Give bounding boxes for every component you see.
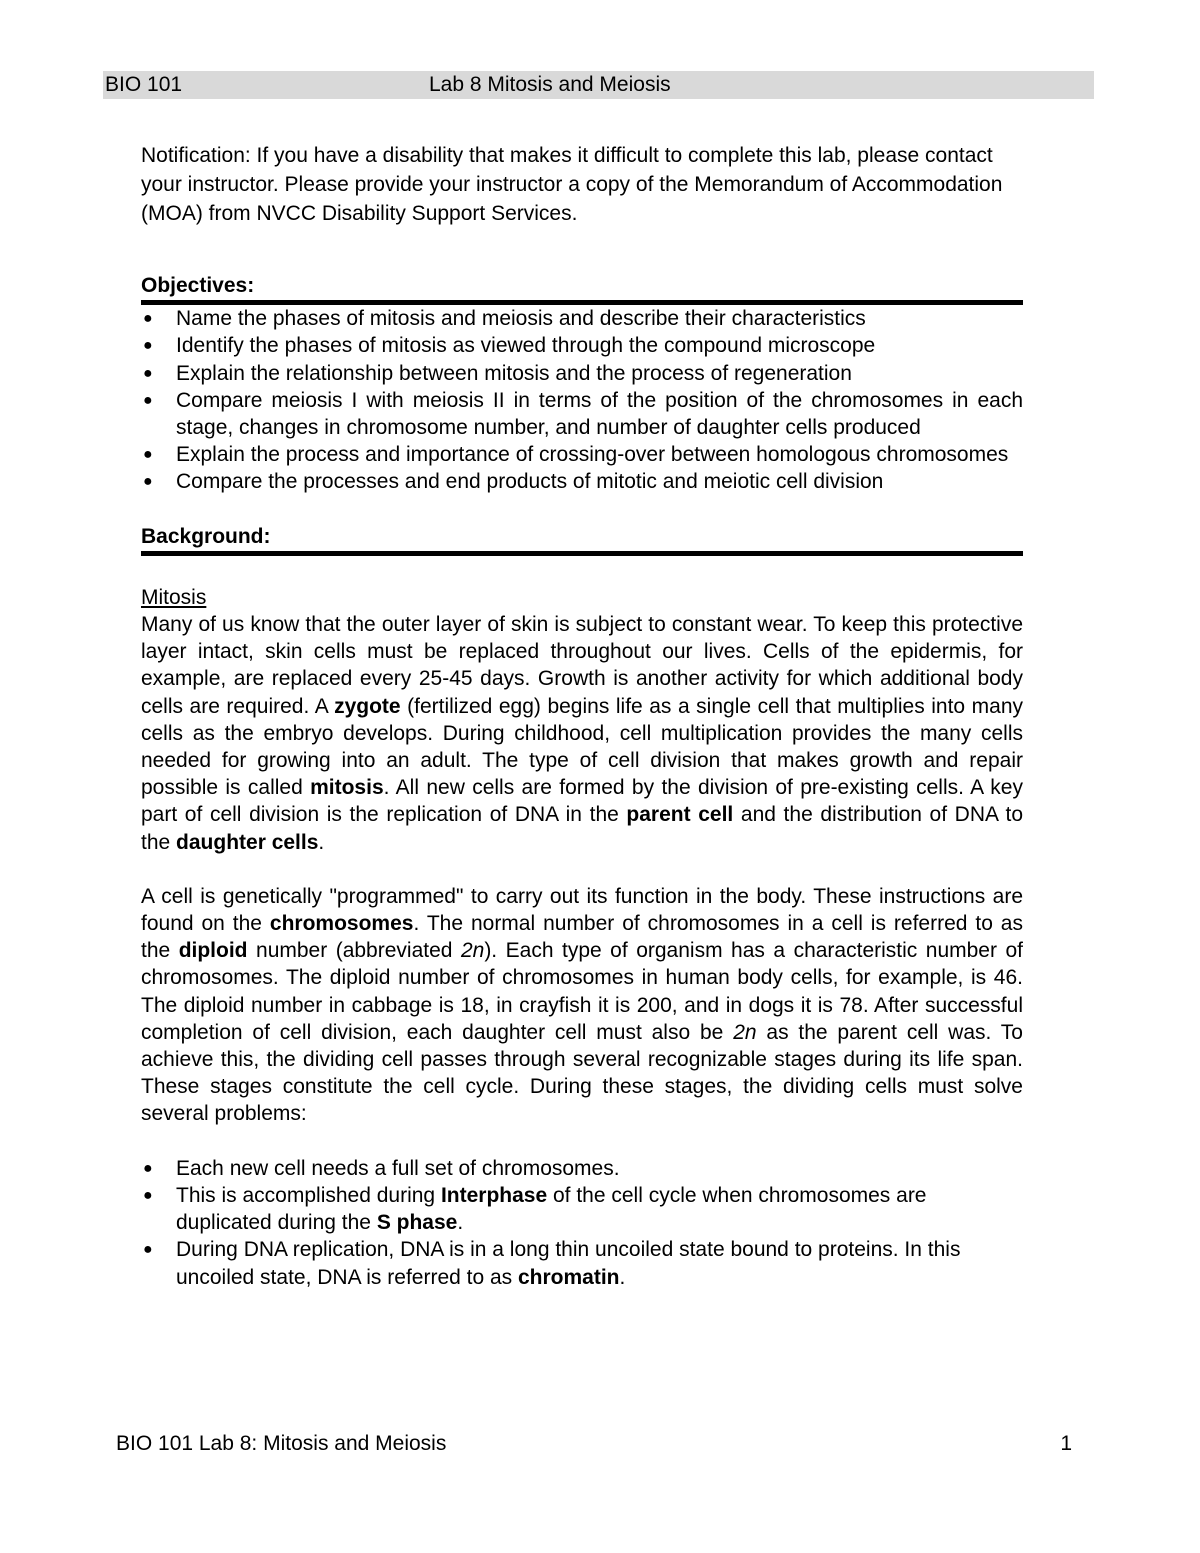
cell-cycle-list <box>141 1155 1023 1291</box>
list-item: ● This is accomplished during Interphase of the cell cycle when chromosomes are duplicated during the S phase. <box>143 1183 927 1235</box>
mitosis-subheading: Mitosis <box>141 585 207 609</box>
bullet-icon: ● <box>143 364 153 382</box>
page-header <box>103 71 1094 99</box>
header-title: Lab 8 Mitosis and Meiosis <box>429 73 671 96</box>
bullet-icon: ● <box>143 473 153 491</box>
document-body <box>141 141 1023 1291</box>
mitosis-paragraph-1: Many of us know that the outer layer of skin is subject to constant wear. To keep this protective layer intact, skin cells must be replaced throughout our lives. Cells of the epidermis, for example, are replaced every 25-45 days. Growth is another activity for which additional body cells are required. A zygote (fertilized egg) begins life as a single cell that multiplies into many cells as the embryo develops. During childhood, cell multiplication provides the many cells needed for growing into an adult. The type of cell division that makes growth and repair possible is called mitosis. All new cells are formed by the division of pre-existing cells. A key part of cell division is the replication of DNA in the parent cell and the distribution of DNA to the daughter cells. <box>141 613 1024 854</box>
mitosis-paragraph-2: A cell is genetically "programmed" to carry out its function in the body. These instructions are found on the chromosomes. The normal number of chromosomes in a cell is referred to as the diploid number (abbreviated 2n). Each type of organism has a characteristic number of chromosomes. The diploid number of chromosomes in human body cells, for example, is 46. The diploid number in cabbage is 18, in crayfish it is 200, and in dogs it is 78. After successful completion of cell division, each daughter cell must also be 2n as the parent cell was. To achieve this, the dividing cell passes through several recognizable stages during its life span. These stages constitute the cell cycle. During these stages, the dividing cells must solve several problems: <box>141 884 1023 1126</box>
bullet-icon: ● <box>143 1159 153 1177</box>
list-item: ● Explain the relationship between mitosis and the process of regeneration <box>141 360 1023 387</box>
list-item: ● Explain the process and importance of crossing-over between homologous chromosomes <box>141 441 1023 468</box>
list-item: ● Compare the processes and end products of mitotic and meiotic cell division <box>141 468 1023 495</box>
objectives-heading: Objectives: <box>141 272 1023 305</box>
list-item: ● Compare meiosis I with meiosis II in terms of the position of the chromosomes in each stage, changes in chromosome number, and number of daughter cells produced <box>143 388 1023 440</box>
page-number: 1 <box>1060 1432 1072 1455</box>
bullet-icon: ● <box>143 446 153 464</box>
list-item: ● Identify the phases of mitosis as viewed through the compound microscope <box>141 332 1023 359</box>
list-item: ● During DNA replication, DNA is in a long thin uncoiled state bound to proteins. In this uncoiled state, DNA is referred to as chromatin. <box>143 1238 961 1289</box>
background-heading: Background: <box>141 523 1023 556</box>
bullet-icon: ● <box>143 391 153 409</box>
notification-paragraph: Notification: If you have a disability that makes it difficult to complete this lab, please contact your instructor. Please provide your instructor a copy of the Memorandum of Accommodation (MOA) from NVCC Disability Support Services. <box>141 144 1003 225</box>
header-course: BIO 101 <box>105 73 183 96</box>
bullet-icon: ● <box>143 310 153 328</box>
footer-title: BIO 101 Lab 8: Mitosis and Meiosis <box>116 1432 447 1455</box>
bullet-icon: ● <box>143 1186 153 1204</box>
list-item: ● Name the phases of mitosis and meiosis and describe their characteristics <box>141 305 1023 332</box>
bullet-icon: ● <box>143 337 153 355</box>
list-item: ● Each new cell needs a full set of chromosomes. <box>141 1155 1023 1182</box>
objectives-list <box>141 305 1023 495</box>
bullet-icon: ● <box>143 1241 153 1259</box>
